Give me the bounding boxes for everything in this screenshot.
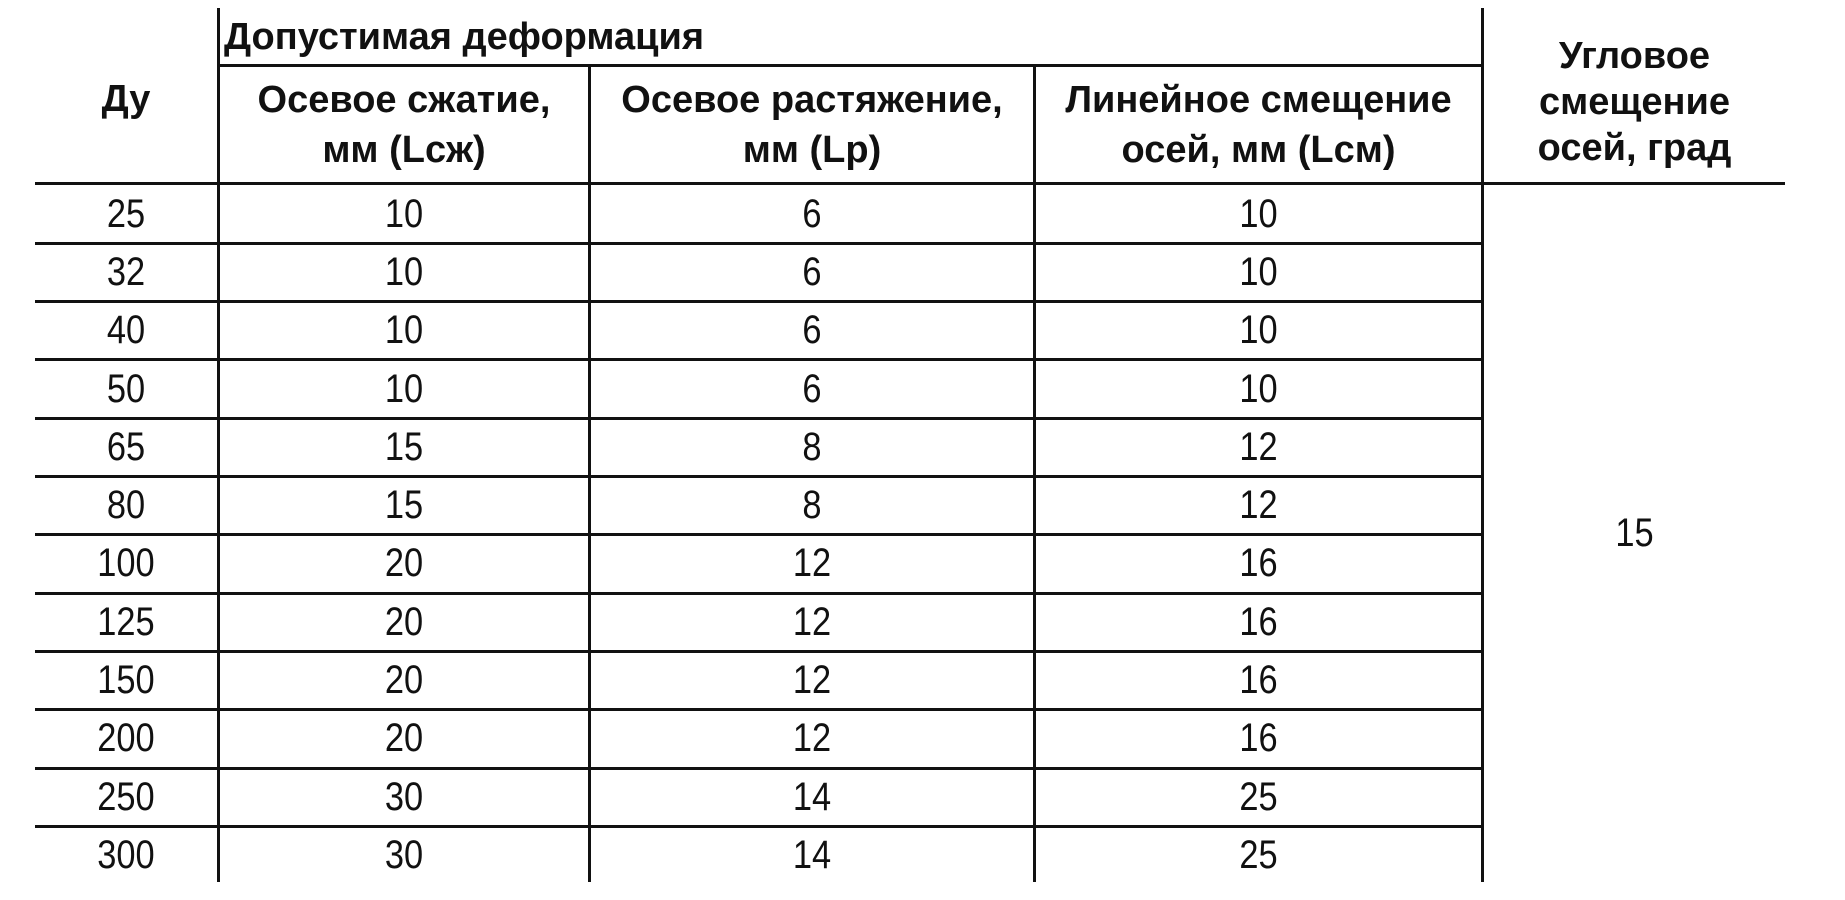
column-header-linear-line2: осей, мм (Lсм): [1121, 129, 1396, 171]
cell-du: 100: [97, 541, 155, 586]
cell-du: 50: [106, 366, 146, 411]
cell-tension: 6: [802, 249, 822, 294]
cell-linear: 10: [1239, 366, 1278, 411]
cell-compression: 10: [384, 191, 424, 236]
column-header-tension: [591, 70, 1033, 180]
cell-tension: 12: [792, 716, 832, 761]
cell-linear: 12: [1239, 483, 1278, 528]
cell-compression: 30: [384, 774, 424, 819]
cell-compression: 20: [384, 658, 424, 703]
column-header-tension-line2: мм (Lр): [742, 129, 882, 171]
cell-tension: 12: [792, 599, 832, 644]
cell-linear: 25: [1239, 774, 1278, 819]
column-header-tension-line1: Осевое растяжение,: [621, 79, 1003, 121]
cell-du: 25: [106, 191, 146, 236]
cell-du: 250: [97, 774, 155, 819]
column-header-linear: [1036, 70, 1481, 180]
column-header-angular-line1: Угловое: [1558, 35, 1711, 77]
cell-tension: 12: [792, 541, 832, 586]
cell-linear: 16: [1239, 658, 1278, 703]
cell-tension: 14: [792, 774, 832, 819]
angular-value: 15: [1615, 511, 1654, 555]
cell-compression: 20: [384, 716, 424, 761]
group-header: [220, 10, 1480, 64]
column-header-compression-line1: Осевое сжатие,: [257, 79, 551, 121]
cell-linear: 16: [1239, 541, 1278, 586]
cell-du: 300: [97, 832, 155, 877]
column-header-angular: [1484, 24, 1785, 180]
column-header-compression: [220, 70, 588, 180]
cell-linear: 25: [1239, 832, 1278, 877]
cell-tension: 6: [802, 191, 822, 236]
cell-du: 80: [106, 483, 146, 528]
cell-compression: 20: [384, 541, 424, 586]
cell-tension: 12: [792, 658, 832, 703]
cell-compression: 20: [384, 599, 424, 644]
cell-linear: 10: [1239, 308, 1278, 353]
cell-du: 65: [106, 424, 146, 469]
cell-du: 125: [97, 599, 155, 644]
cell-compression: 10: [384, 249, 424, 294]
cell-compression: 30: [384, 832, 424, 877]
cell-du: 150: [97, 658, 155, 703]
column-header-compression-line2: мм (Lсж): [322, 129, 486, 171]
column-header-du: [35, 66, 217, 132]
column-header-linear-line1: Линейное смещение: [1065, 79, 1452, 121]
cell-compression: 15: [384, 483, 424, 528]
cell-linear: 16: [1239, 599, 1278, 644]
hline-group-header: [217, 64, 1484, 67]
cell-du: 40: [106, 308, 146, 353]
cell-compression: 10: [384, 366, 424, 411]
cell-linear: 12: [1239, 424, 1278, 469]
cell-tension: 8: [802, 483, 822, 528]
cell-compression: 10: [384, 308, 424, 353]
angular-value-cell: [1505, 185, 1764, 882]
cell-tension: 8: [802, 424, 822, 469]
vline-tension: [1033, 66, 1036, 882]
column-header-du-label: Ду: [101, 78, 151, 120]
column-header-angular-line3: осей, град: [1537, 127, 1732, 169]
group-header-label: Допустимая деформация: [224, 15, 705, 58]
cell-linear: 10: [1239, 249, 1278, 294]
cell-du: 200: [97, 716, 155, 761]
cell-linear: 16: [1239, 716, 1278, 761]
vline-compression: [588, 66, 591, 882]
cell-du: 32: [106, 249, 146, 294]
cell-linear: 10: [1239, 191, 1278, 236]
cell-tension: 14: [792, 832, 832, 877]
column-header-angular-line2: смещение: [1538, 81, 1731, 123]
cell-tension: 6: [802, 366, 822, 411]
cell-compression: 15: [384, 424, 424, 469]
cell-tension: 6: [802, 308, 822, 353]
